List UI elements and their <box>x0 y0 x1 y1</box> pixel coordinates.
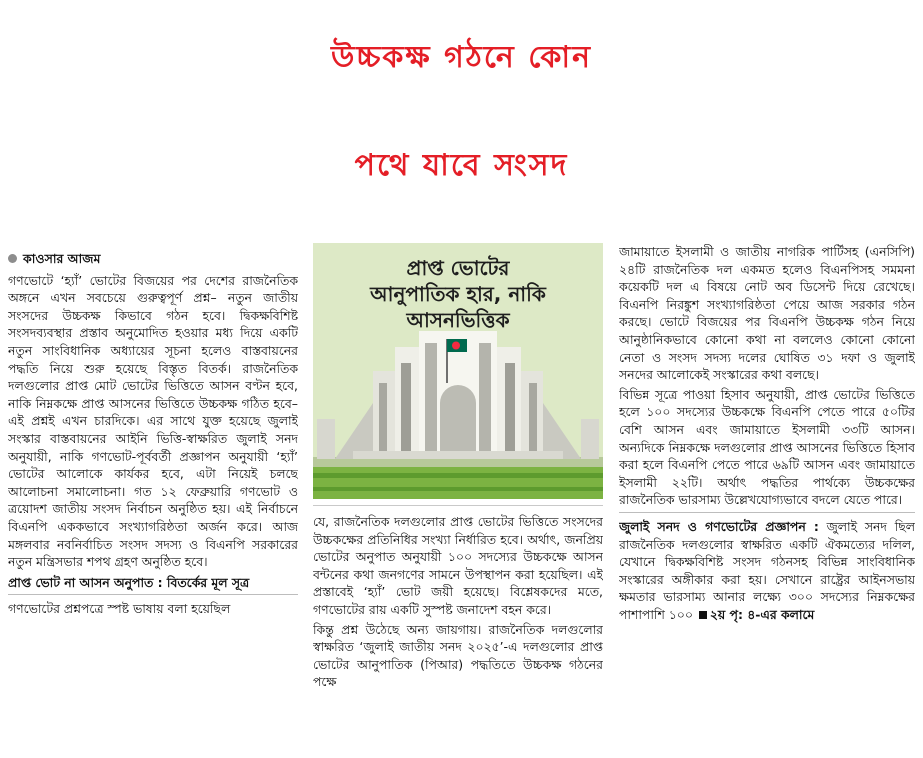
headline <box>0 4 923 230</box>
divider <box>8 594 298 595</box>
article-column-left <box>8 250 298 755</box>
illustration-title: প্রাপ্ত ভোটের আনুপাতিক হার, নাকি আসনভিত্তিক <box>370 256 546 332</box>
divider <box>619 512 915 513</box>
continuation-note: ২য় পৃ: ৪-এর কলামে <box>697 607 814 622</box>
divider <box>313 505 603 506</box>
paragraph: যে, রাজনৈতিক দলগুলোর প্রাপ্ত ভোটের ভিত্তিতে সংসদের উচ্চকক্ষের প্রতিনিধির সংখ্যা নির্ধারিত হবে। অর্থাৎ, জনপ্রিয় ভোটের অনুপাত অনুযায়ী ১০০ সদস্যের উচ্চকক্ষে আসন বন্টনের কথা জনগণের সামনে উপস্থাপন করা হয়েছিল। এই প্রস্তাবেই ‘হ্যাঁ’ ভোট জয়ী হয়েছে। বিশ্লেষকদের মতে, গণভোটের রায় একটি সুস্পষ্ট জনাদেশ বহন করে। <box>313 514 603 617</box>
square-bullet-icon <box>699 611 707 619</box>
subheading: প্রাপ্ত ভোট না আসন অনুপাত : বিতর্কের মূল সূত্র <box>8 574 250 590</box>
paragraph-text: জুলাই সনদ ছিল রাজনৈতিক দলগুলোর স্বাক্ষরিত একটি ঐকমত্যের দলিল, যেখানে দ্বিকক্ষবিশিষ্ট সংসদ গঠনসহ বিভিন্ন সাংবিধানিক সংস্কারের অঙ্গীকার করা হয়। সেখানে রাষ্ট্রের আইনসভায় ক্ষমতার ভারসাম্য আনার লক্ষ্যে ৩০০ সদস্যের নিম্নকক্ষের পাশাপাশি ১০০ <box>619 518 915 622</box>
paragraph-with-lead <box>619 518 915 624</box>
inline-subheading: জুলাই সনদ ও গণভোটের প্রজ্ঞাপন : <box>619 518 819 534</box>
paragraph: কিন্তু প্রশ্ন উঠেছে অন্য জায়গায়। রাজনৈতিক দলগুলোর স্বাক্ষরিত ‘জুলাই জাতীয় সনদ ২০২৫’-এ দলগুলোর প্রাপ্ত ভোটের আনুপাতিক (পিআর) পদ্ধতিতে উচ্চকক্ষ গঠনের পক্ষে <box>313 621 603 690</box>
paragraph: গণভোটে ‘হ্যাঁ’ ভোটের বিজয়ের পর দেশের রাজনৈতিক অঙ্গনে এখন সবচেয়ে গুরুত্বপূর্ণ প্রশ্ন– নতুন জাতীয় সংসদের উচ্চকক্ষ কিভাবে গঠন হবে। দ্বিকক্ষবিশিষ্ট সংসদব্যবস্থার প্রস্তাব অনুমোদিত হওয়ার মধ্য দিয়ে একটি নতুন সাংবিধানিক অধ্যায়ের সূচনা হলেও বাস্তবায়নের পদ্ধতি নিয়ে শুরু হয়েছে বিস্তৃত বিতর্ক। রাজনৈতিক দলগুলোর প্রাপ্ত মোট ভোটের ভিত্তিতে আসন বণ্টন হবে, নাকি নিম্নকক্ষে প্রাপ্ত আসনের ভিত্তিতে উচ্চকক্ষ গঠিত হবে– এই প্রশ্নই এখন চারদিকে। এর সাথে যুক্ত হয়েছে জুলাই সংস্কার বাস্তবায়নের আইনি ভিত্তি-স্বাক্ষরিত জুলাই সনদ অনুযায়ী, নাকি গণভোট-পূর্ববর্তী প্রজ্ঞাপন অনুযায়ী ‘হ্যাঁ’ ভোটের আলোকে কার্যকর হবে, এটা নিয়েই চলছে আলোচনা সমালোচনা। গত ১২ ফেব্রুয়ারি গণভোট ও ত্রয়োদশ জাতীয় সংসদ নির্বাচন অনুষ্ঠিত হয়। এই নির্বাচনে বিএনপি এককভাবে সংখ্যাগরিষ্ঠতা অর্জন করে। আজ মঙ্গলবার নবনির্বাচিত সংসদ সদস্য ও বিএনপি সরকারের নতুন মন্ত্রিসভার শপথ গ্রহণ অনুষ্ঠিত হবে। <box>8 272 298 570</box>
paragraph: জামায়াতে ইসলামী ও জাতীয় নাগরিক পার্টিসহ (এনসিপি) ২৪টি রাজনৈতিক দল একমত হলেও বিএনপিসহ সমমনা কয়েকটি দল এ বিষয়ে নোট অব ডিসেন্ট দিয়ে রেখেছে। বিএনপি নিরঙ্কুশ সংখ্যাগরিষ্ঠতা পেয়ে আজ সরকার গঠন করছে। ভোটে বিজয়ের পর বিএনপি উচ্চকক্ষ গঠন নিয়ে আনুষ্ঠানিকভাবে কোনো কথা না বললেও কোনো কোনো নেতা ও সংসদ সদস্য দলের ঘোষিত ৩১ দফা ও জুলাই সনদের আলোকেই সংস্কারের কথা বলছে। <box>619 244 915 383</box>
paragraph: গণভোটের প্রশ্নপত্রে স্পষ্ট ভাষায় বলা হয়েছিল <box>8 601 231 617</box>
article-column-middle <box>313 513 603 755</box>
byline <box>8 250 298 268</box>
bullet-dot-icon <box>8 254 17 263</box>
illustration-box <box>313 243 603 499</box>
paragraph: বিভিন্ন সূত্রে পাওয়া হিসাব অনুযায়ী, প্রাপ্ত ভোটের ভিত্তিতে হলে ১০০ সদস্যের উচ্চকক্ষে বিএনপি পেতে পারে ৫০টির বেশি আসন এবং জামায়াতে ইসলামী ৩৩টি আসন। অন্যদিকে নিম্নকক্ষে দলগুলোর প্রাপ্ত আসনের ভিত্তিতে হিসাব করা হলে বিএনপি পেতে পারে ৬৯টি আসন এবং জামায়াতে ইসলামী ২২টি। অর্থাৎ পদ্ধতির পার্থক্যে উচ্চকক্ষের রাজনৈতিক ভারসাম্য উল্লেখযোগ্যভাবে বদলে যেতে পারে। <box>619 386 915 508</box>
article-column-right <box>619 243 915 755</box>
headline-line-2: পথে যাবে সংসদ <box>354 148 569 183</box>
byline-author: কাওসার আজম <box>23 251 101 266</box>
headline-line-1: উচ্চকক্ষ গঠনে কোন <box>330 40 593 75</box>
